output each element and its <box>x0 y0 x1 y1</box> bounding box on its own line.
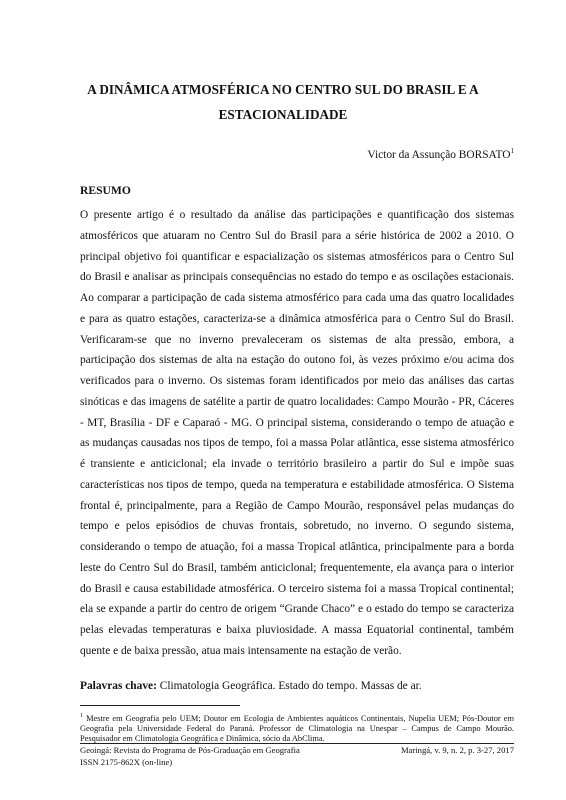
author-line <box>367 147 514 161</box>
keywords-text: Climatologia Geográfica. Estado do tempo. Massas de ar. <box>159 680 422 692</box>
footer-issn: ISSN 2175-862X (on-line) <box>80 757 173 767</box>
footnote <box>80 711 514 744</box>
footnote-divider <box>80 705 240 706</box>
author-footnote-mark: 1 <box>510 147 514 155</box>
author-name: Victor da Assunção BORSATO <box>367 148 511 161</box>
keywords-label: Palavras chave: <box>80 680 157 692</box>
footer-journal: Geoingá: Revista do Programa de Pós-Graduação em Geografia <box>80 745 300 755</box>
footer-volume: Maringá, v. 9, n. 2, p. 3-27, 2017 <box>400 745 514 755</box>
footnote-mark: 1 <box>80 713 83 719</box>
abstract-heading: RESUMO <box>80 184 131 197</box>
abstract-body: O presente artigo é o resultado da análise das participações e quantificação dos sistemas atmosféricos que atuaram no Centro Sul do Brasil para a série histórica de 2002 a 2010. O principal objetivo foi quantificar e espacialização os sistemas atmosféricos para o Centro Sul do Brasil e analisar as principais consequências no estado do tempo e as oscilações estacionais. Ao comparar a participação de cada sistema atmosférico para cada uma das quatro localidades e para as quatro estações, caracteriza-se a dinâmica atmosférica para o Centro Sul do Brasil. Verificaram-se que no inverno prevaleceram os sistemas de alta pressão, embora, a participação dos sistemas de alta na estação do outono foi, às vezes próximo e/ou acima dos verificados para o inverno. Os sistemas foram identificados por meio das análises das cartas sinóticas e das imagens de satélite a partir de quatro localidades: Campo Mourão - PR, Cáceres - MT, Brasília - DF e Caparaó - MG. O principal sistema, considerando o tempo de atuação e as mudanças causadas nos tipos de tempo, foi a massa Polar atlântica, esse sistema atmosférico é transiente e anticiclonal; ela invade o território brasileiro a partir do Sul e impõe suas características nos tipos de tempo, queda na temperatura e estabilidade atmosférica. O Sistema frontal é, principalmente, para a Região de Campo Mourão, responsável pelas mudanças do tempo e pelos episódios de chuvas frontais, sobretudo, no inverno. O segundo sistema, considerando o tempo de atuação, foi a massa Tropical atlântica, principalmente para a borda leste do Centro Sul do Brasil, também anticiclonal; frequentemente, ela avança para o interior do Brasil e causa estabilidade atmosférica. O terceiro sistema foi a massa Tropical continental; ela se expande a partir do centro de origem “Grande Chaco” e o estado do tempo se caracteriza pelas elevadas temperaturas e baixa pluviosidade. A massa Equatorial continental, também quente e de baixa pressão, atua mais intensamente na estação de verão. <box>80 209 514 657</box>
footnote-text: Mestre em Geografia pelo UEM; Doutor em Ecologia de Ambientes aquáticos Continentais, Nupelia UEM; Pós-Doutor em Geografia pela Universidade Federal do Paraná. Professor de Climatologia na Unespar – Campus de Campo Mourão. Pesquisador em Climatologia Geográfica e Dinâmica, sócio da AbClima. <box>80 713 515 744</box>
paper-title: A DINÂMICA ATMOSFÉRICA NO CENTRO SUL DO BRASIL E A ESTACIONALIDADE <box>87 82 479 122</box>
keywords-line <box>80 680 514 692</box>
footer-divider <box>80 743 514 744</box>
